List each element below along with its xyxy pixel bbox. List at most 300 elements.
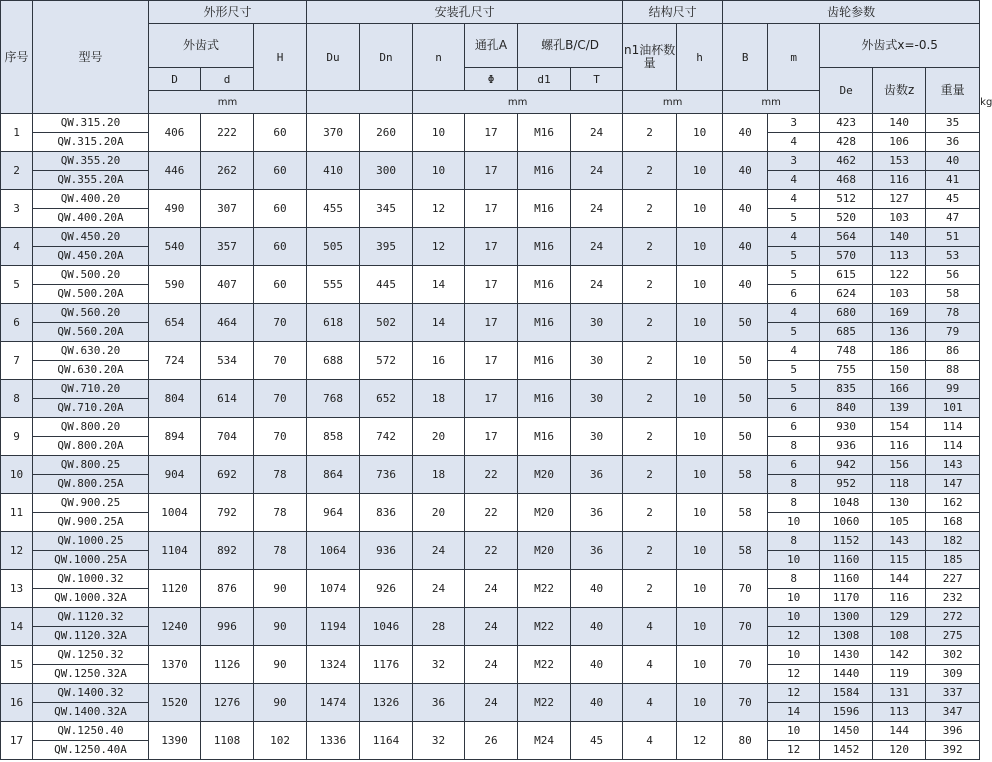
cell-H: 102 bbox=[254, 722, 307, 760]
cell-h: 10 bbox=[677, 456, 723, 494]
cell-T: 24 bbox=[571, 228, 623, 266]
cell-De: 520 bbox=[820, 209, 873, 228]
cell-weight: 58 bbox=[926, 285, 980, 304]
cell-phi: 17 bbox=[465, 304, 518, 342]
model-group bbox=[1, 342, 980, 380]
row-number: 12 bbox=[1, 532, 33, 570]
cell-Dn: 445 bbox=[360, 266, 413, 304]
cell-H: 90 bbox=[254, 570, 307, 608]
cell-d: 614 bbox=[201, 380, 254, 418]
cell-weight: 45 bbox=[926, 190, 980, 209]
cell-n: 18 bbox=[413, 380, 465, 418]
unit-mount-a bbox=[307, 91, 413, 114]
cell-d: 357 bbox=[201, 228, 254, 266]
cell-h: 10 bbox=[677, 532, 723, 570]
cell-weight: 347 bbox=[926, 703, 980, 722]
cell-De: 748 bbox=[820, 342, 873, 361]
cell-teeth: 119 bbox=[873, 665, 926, 684]
cell-B: 40 bbox=[723, 114, 768, 152]
header-h: h bbox=[677, 24, 723, 91]
cell-B: 40 bbox=[723, 266, 768, 304]
header-D: D bbox=[149, 68, 201, 91]
model-group bbox=[1, 304, 980, 342]
cell-weight: 41 bbox=[926, 171, 980, 190]
cell-n: 20 bbox=[413, 494, 465, 532]
model-code: QW.800.25 bbox=[33, 456, 149, 475]
cell-weight: 86 bbox=[926, 342, 980, 361]
cell-T: 40 bbox=[571, 608, 623, 646]
row-number: 15 bbox=[1, 646, 33, 684]
cell-n: 12 bbox=[413, 228, 465, 266]
cell-De: 1160 bbox=[820, 570, 873, 589]
row-number: 4 bbox=[1, 228, 33, 266]
table-row bbox=[1, 190, 980, 209]
cell-T: 45 bbox=[571, 722, 623, 760]
cell-Dn: 300 bbox=[360, 152, 413, 190]
cell-d: 1126 bbox=[201, 646, 254, 684]
cell-h: 10 bbox=[677, 152, 723, 190]
model-code: QW.1000.25 bbox=[33, 532, 149, 551]
cell-n1: 2 bbox=[623, 190, 677, 228]
cell-d1: M20 bbox=[518, 494, 571, 532]
cell-teeth: 129 bbox=[873, 608, 926, 627]
cell-m: 6 bbox=[768, 285, 820, 304]
cell-n1: 4 bbox=[623, 646, 677, 684]
table-row bbox=[1, 342, 980, 361]
cell-phi: 17 bbox=[465, 266, 518, 304]
cell-m: 4 bbox=[768, 190, 820, 209]
cell-m: 4 bbox=[768, 342, 820, 361]
model-code: QW.710.20A bbox=[33, 399, 149, 418]
model-code: QW.400.20A bbox=[33, 209, 149, 228]
cell-n1: 2 bbox=[623, 342, 677, 380]
cell-d1: M16 bbox=[518, 266, 571, 304]
cell-d: 792 bbox=[201, 494, 254, 532]
cell-B: 50 bbox=[723, 304, 768, 342]
cell-B: 70 bbox=[723, 570, 768, 608]
cell-De: 615 bbox=[820, 266, 873, 285]
cell-h: 10 bbox=[677, 684, 723, 722]
cell-teeth: 106 bbox=[873, 133, 926, 152]
unit-mount-b: mm bbox=[413, 91, 623, 114]
cell-Dn: 742 bbox=[360, 418, 413, 456]
cell-D: 1520 bbox=[149, 684, 201, 722]
cell-n1: 2 bbox=[623, 532, 677, 570]
cell-Dn: 1164 bbox=[360, 722, 413, 760]
header-De: De bbox=[820, 68, 873, 114]
row-number: 9 bbox=[1, 418, 33, 456]
unit-gear: mm bbox=[723, 91, 820, 114]
cell-n: 36 bbox=[413, 684, 465, 722]
cell-m: 8 bbox=[768, 494, 820, 513]
header-screw-hole: 螺孔B/C/D bbox=[518, 24, 623, 68]
cell-weight: 51 bbox=[926, 228, 980, 247]
cell-De: 1300 bbox=[820, 608, 873, 627]
cell-d1: M22 bbox=[518, 570, 571, 608]
model-code: QW.1120.32 bbox=[33, 608, 149, 627]
model-code: QW.500.20 bbox=[33, 266, 149, 285]
model-code: QW.355.20 bbox=[33, 152, 149, 171]
cell-weight: 162 bbox=[926, 494, 980, 513]
cell-d: 1276 bbox=[201, 684, 254, 722]
cell-Dn: 572 bbox=[360, 342, 413, 380]
cell-m: 10 bbox=[768, 589, 820, 608]
row-number: 5 bbox=[1, 266, 33, 304]
cell-De: 755 bbox=[820, 361, 873, 380]
cell-d1: M16 bbox=[518, 152, 571, 190]
model-code: QW.1400.32A bbox=[33, 703, 149, 722]
cell-m: 8 bbox=[768, 570, 820, 589]
cell-m: 5 bbox=[768, 380, 820, 399]
cell-n1: 2 bbox=[623, 152, 677, 190]
cell-weight: 227 bbox=[926, 570, 980, 589]
cell-D: 590 bbox=[149, 266, 201, 304]
table-row bbox=[1, 608, 980, 627]
cell-d1: M16 bbox=[518, 418, 571, 456]
model-code: QW.630.20 bbox=[33, 342, 149, 361]
cell-H: 70 bbox=[254, 304, 307, 342]
model-group bbox=[1, 456, 980, 494]
row-number: 13 bbox=[1, 570, 33, 608]
cell-Du: 1324 bbox=[307, 646, 360, 684]
cell-D: 490 bbox=[149, 190, 201, 228]
cell-d: 1108 bbox=[201, 722, 254, 760]
cell-m: 6 bbox=[768, 399, 820, 418]
cell-phi: 17 bbox=[465, 228, 518, 266]
cell-weight: 275 bbox=[926, 627, 980, 646]
model-group bbox=[1, 494, 980, 532]
cell-d1: M22 bbox=[518, 684, 571, 722]
model-group bbox=[1, 152, 980, 190]
model-code: QW.710.20 bbox=[33, 380, 149, 399]
cell-B: 70 bbox=[723, 608, 768, 646]
cell-weight: 114 bbox=[926, 418, 980, 437]
cell-D: 654 bbox=[149, 304, 201, 342]
model-group bbox=[1, 380, 980, 418]
cell-Dn: 652 bbox=[360, 380, 413, 418]
table-row bbox=[1, 570, 980, 589]
cell-weight: 147 bbox=[926, 475, 980, 494]
model-code: QW.315.20 bbox=[33, 114, 149, 133]
cell-weight: 337 bbox=[926, 684, 980, 703]
table-row bbox=[1, 418, 980, 437]
table-row bbox=[1, 532, 980, 551]
row-number: 14 bbox=[1, 608, 33, 646]
cell-phi: 24 bbox=[465, 684, 518, 722]
cell-teeth: 140 bbox=[873, 228, 926, 247]
cell-d: 704 bbox=[201, 418, 254, 456]
cell-De: 512 bbox=[820, 190, 873, 209]
cell-De: 1060 bbox=[820, 513, 873, 532]
cell-teeth: 103 bbox=[873, 209, 926, 228]
cell-H: 70 bbox=[254, 418, 307, 456]
cell-h: 12 bbox=[677, 722, 723, 760]
cell-teeth: 116 bbox=[873, 171, 926, 190]
cell-H: 90 bbox=[254, 684, 307, 722]
model-group bbox=[1, 228, 980, 266]
cell-De: 1596 bbox=[820, 703, 873, 722]
cell-Dn: 395 bbox=[360, 228, 413, 266]
cell-d: 262 bbox=[201, 152, 254, 190]
model-code: QW.1250.40A bbox=[33, 741, 149, 760]
cell-D: 1370 bbox=[149, 646, 201, 684]
header-d: d bbox=[201, 68, 254, 91]
cell-D: 1004 bbox=[149, 494, 201, 532]
header-weight: 重量 bbox=[926, 68, 980, 114]
cell-De: 428 bbox=[820, 133, 873, 152]
cell-T: 30 bbox=[571, 342, 623, 380]
cell-d: 876 bbox=[201, 570, 254, 608]
cell-D: 724 bbox=[149, 342, 201, 380]
cell-h: 10 bbox=[677, 494, 723, 532]
cell-teeth: 140 bbox=[873, 114, 926, 133]
header-phi: Φ bbox=[465, 68, 518, 91]
header-outline-dimensions: 外形尺寸 bbox=[149, 1, 307, 24]
header-outer-gear: 外齿式 bbox=[149, 24, 254, 68]
cell-teeth: 105 bbox=[873, 513, 926, 532]
cell-T: 36 bbox=[571, 456, 623, 494]
cell-Dn: 345 bbox=[360, 190, 413, 228]
cell-De: 680 bbox=[820, 304, 873, 323]
cell-m: 5 bbox=[768, 209, 820, 228]
cell-weight: 40 bbox=[926, 152, 980, 171]
model-group bbox=[1, 532, 980, 570]
cell-h: 10 bbox=[677, 646, 723, 684]
cell-teeth: 143 bbox=[873, 532, 926, 551]
cell-h: 10 bbox=[677, 304, 723, 342]
cell-Du: 858 bbox=[307, 418, 360, 456]
cell-De: 952 bbox=[820, 475, 873, 494]
cell-h: 10 bbox=[677, 380, 723, 418]
model-code: QW.355.20A bbox=[33, 171, 149, 190]
cell-teeth: 108 bbox=[873, 627, 926, 646]
cell-Du: 505 bbox=[307, 228, 360, 266]
cell-n1: 4 bbox=[623, 722, 677, 760]
table-header: 序号 型号 外形尺寸 安装孔尺寸 结构尺寸 齿轮参数 外齿式 H Du Dn n 通孔A 螺孔B/C/D n1油杯数量 h B m 外齿式x=-0.5 D d Φ d1 T De 齿数z 重量 mm mm mm mm kg bbox=[1, 1, 980, 114]
cell-T: 30 bbox=[571, 418, 623, 456]
cell-n1: 2 bbox=[623, 418, 677, 456]
cell-T: 24 bbox=[571, 114, 623, 152]
cell-Dn: 1326 bbox=[360, 684, 413, 722]
cell-m: 4 bbox=[768, 304, 820, 323]
model-code: QW.1000.32 bbox=[33, 570, 149, 589]
table-row bbox=[1, 646, 980, 665]
cell-H: 78 bbox=[254, 494, 307, 532]
row-number: 3 bbox=[1, 190, 33, 228]
cell-De: 936 bbox=[820, 437, 873, 456]
cell-m: 10 bbox=[768, 608, 820, 627]
cell-teeth: 144 bbox=[873, 570, 926, 589]
cell-De: 1308 bbox=[820, 627, 873, 646]
cell-weight: 396 bbox=[926, 722, 980, 741]
header-outer-gear-x: 外齿式x=-0.5 bbox=[820, 24, 980, 68]
cell-d1: M16 bbox=[518, 380, 571, 418]
cell-De: 835 bbox=[820, 380, 873, 399]
cell-B: 58 bbox=[723, 532, 768, 570]
cell-n: 16 bbox=[413, 342, 465, 380]
cell-d: 407 bbox=[201, 266, 254, 304]
cell-m: 10 bbox=[768, 722, 820, 741]
header-seq: 序号 bbox=[1, 1, 33, 114]
cell-Du: 455 bbox=[307, 190, 360, 228]
cell-d: 307 bbox=[201, 190, 254, 228]
cell-d: 892 bbox=[201, 532, 254, 570]
cell-De: 1452 bbox=[820, 741, 873, 760]
cell-phi: 17 bbox=[465, 190, 518, 228]
table-row bbox=[1, 152, 980, 171]
cell-phi: 22 bbox=[465, 494, 518, 532]
table-row bbox=[1, 266, 980, 285]
cell-Du: 864 bbox=[307, 456, 360, 494]
cell-phi: 17 bbox=[465, 418, 518, 456]
cell-T: 30 bbox=[571, 380, 623, 418]
header-d1: d1 bbox=[518, 68, 571, 91]
cell-phi: 24 bbox=[465, 570, 518, 608]
cell-n: 24 bbox=[413, 532, 465, 570]
header-n: n bbox=[413, 24, 465, 91]
cell-Dn: 1176 bbox=[360, 646, 413, 684]
cell-d1: M22 bbox=[518, 646, 571, 684]
table-row bbox=[1, 380, 980, 399]
cell-weight: 56 bbox=[926, 266, 980, 285]
cell-H: 78 bbox=[254, 532, 307, 570]
cell-teeth: 166 bbox=[873, 380, 926, 399]
model-code: QW.450.20A bbox=[33, 247, 149, 266]
cell-H: 70 bbox=[254, 342, 307, 380]
cell-d1: M24 bbox=[518, 722, 571, 760]
model-code: QW.1250.32 bbox=[33, 646, 149, 665]
cell-T: 30 bbox=[571, 304, 623, 342]
cell-phi: 22 bbox=[465, 456, 518, 494]
cell-m: 4 bbox=[768, 171, 820, 190]
cell-Du: 370 bbox=[307, 114, 360, 152]
model-group bbox=[1, 418, 980, 456]
cell-n: 10 bbox=[413, 152, 465, 190]
model-code: QW.1250.40 bbox=[33, 722, 149, 741]
cell-B: 40 bbox=[723, 190, 768, 228]
header-Du: Du bbox=[307, 24, 360, 91]
table-row bbox=[1, 722, 980, 741]
cell-H: 60 bbox=[254, 266, 307, 304]
cell-H: 78 bbox=[254, 456, 307, 494]
cell-B: 70 bbox=[723, 646, 768, 684]
cell-n: 14 bbox=[413, 266, 465, 304]
model-code: QW.1000.32A bbox=[33, 589, 149, 608]
cell-m: 8 bbox=[768, 437, 820, 456]
cell-weight: 168 bbox=[926, 513, 980, 532]
model-code: QW.630.20A bbox=[33, 361, 149, 380]
cell-m: 12 bbox=[768, 684, 820, 703]
cell-weight: 272 bbox=[926, 608, 980, 627]
cell-h: 10 bbox=[677, 266, 723, 304]
cell-m: 4 bbox=[768, 133, 820, 152]
cell-d: 464 bbox=[201, 304, 254, 342]
cell-d1: M20 bbox=[518, 456, 571, 494]
model-code: QW.1120.32A bbox=[33, 627, 149, 646]
cell-B: 50 bbox=[723, 342, 768, 380]
cell-weight: 114 bbox=[926, 437, 980, 456]
cell-B: 70 bbox=[723, 684, 768, 722]
cell-D: 406 bbox=[149, 114, 201, 152]
cell-teeth: 120 bbox=[873, 741, 926, 760]
header-teeth: 齿数z bbox=[873, 68, 926, 114]
cell-H: 90 bbox=[254, 646, 307, 684]
cell-weight: 88 bbox=[926, 361, 980, 380]
header-mounting-hole-dimensions: 安装孔尺寸 bbox=[307, 1, 623, 24]
cell-n1: 2 bbox=[623, 494, 677, 532]
model-code: QW.450.20 bbox=[33, 228, 149, 247]
cell-n: 24 bbox=[413, 570, 465, 608]
cell-De: 942 bbox=[820, 456, 873, 475]
cell-teeth: 131 bbox=[873, 684, 926, 703]
header-H: H bbox=[254, 24, 307, 91]
row-number: 7 bbox=[1, 342, 33, 380]
cell-weight: 79 bbox=[926, 323, 980, 342]
cell-m: 14 bbox=[768, 703, 820, 722]
header-Dn: Dn bbox=[360, 24, 413, 91]
cell-phi: 17 bbox=[465, 342, 518, 380]
model-group bbox=[1, 266, 980, 304]
cell-m: 12 bbox=[768, 665, 820, 684]
row-number: 11 bbox=[1, 494, 33, 532]
cell-teeth: 150 bbox=[873, 361, 926, 380]
cell-H: 60 bbox=[254, 190, 307, 228]
cell-D: 1240 bbox=[149, 608, 201, 646]
cell-m: 5 bbox=[768, 266, 820, 285]
model-group bbox=[1, 114, 980, 152]
cell-d1: M16 bbox=[518, 342, 571, 380]
cell-weight: 182 bbox=[926, 532, 980, 551]
cell-d1: M16 bbox=[518, 114, 571, 152]
cell-weight: 302 bbox=[926, 646, 980, 665]
cell-H: 60 bbox=[254, 152, 307, 190]
model-code: QW.1400.32 bbox=[33, 684, 149, 703]
cell-T: 24 bbox=[571, 266, 623, 304]
cell-n1: 2 bbox=[623, 304, 677, 342]
cell-Du: 1064 bbox=[307, 532, 360, 570]
cell-teeth: 156 bbox=[873, 456, 926, 475]
cell-teeth: 103 bbox=[873, 285, 926, 304]
cell-Dn: 736 bbox=[360, 456, 413, 494]
cell-d1: M20 bbox=[518, 532, 571, 570]
cell-m: 5 bbox=[768, 361, 820, 380]
cell-De: 840 bbox=[820, 399, 873, 418]
cell-teeth: 136 bbox=[873, 323, 926, 342]
cell-Dn: 936 bbox=[360, 532, 413, 570]
cell-teeth: 116 bbox=[873, 589, 926, 608]
cell-d1: M16 bbox=[518, 228, 571, 266]
model-code: QW.315.20A bbox=[33, 133, 149, 152]
cell-B: 58 bbox=[723, 456, 768, 494]
cell-n1: 2 bbox=[623, 266, 677, 304]
model-group bbox=[1, 570, 980, 608]
header-gear-parameters: 齿轮参数 bbox=[723, 1, 980, 24]
cell-Dn: 1046 bbox=[360, 608, 413, 646]
cell-m: 3 bbox=[768, 152, 820, 171]
cell-D: 894 bbox=[149, 418, 201, 456]
model-group bbox=[1, 646, 980, 684]
cell-Dn: 926 bbox=[360, 570, 413, 608]
cell-h: 10 bbox=[677, 570, 723, 608]
row-number: 8 bbox=[1, 380, 33, 418]
cell-m: 6 bbox=[768, 418, 820, 437]
cell-m: 10 bbox=[768, 513, 820, 532]
cell-weight: 392 bbox=[926, 741, 980, 760]
cell-D: 904 bbox=[149, 456, 201, 494]
cell-T: 36 bbox=[571, 532, 623, 570]
cell-weight: 185 bbox=[926, 551, 980, 570]
cell-T: 36 bbox=[571, 494, 623, 532]
